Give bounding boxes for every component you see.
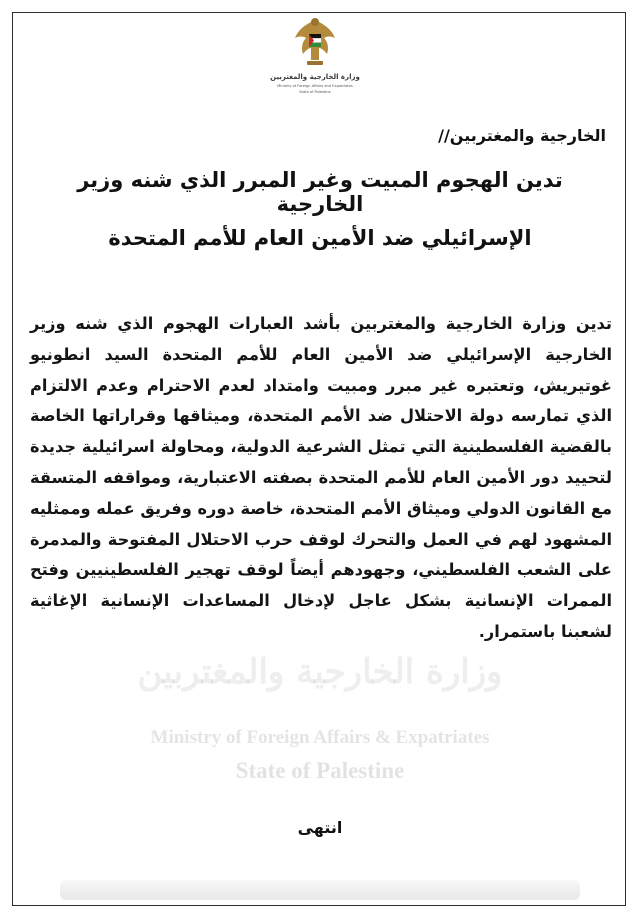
eagle-head (311, 18, 319, 26)
watermark-ministry-ar: وزارة الخارجية والمغتربين (137, 652, 503, 692)
statement-body: تدين وزارة الخارجية والمغتربين بأشد العبارات الهجوم الذي شنه وزير الخارجية الإسرائيلي ضد الأمين العام للأمم المتحدة السيد انطونيو غوتيريش، وتعتبره غير مبرر ومبيت وامتداد لعدم الاحترام وعدم الالتزام الذي تمارسه دولة الاحتلال ضد الأمم المتحدة، وميثاقها وقراراتها الخاصة بالقضية الفلسطينية التي تمثل الشرعية الدولية، ومحاولة اسرائيلية جديدة لتحييد دور الأمين العام للأمم المتحدة بصفته الاعتبارية، ومواقفه المتسقة مع القانون الدولي وميثاق الأمم المتحدة، خاصة دوره وفريق عمله وممثليه المشهود لهم في العمل والتحرك لوقف حرب الاحتلال المفتوحة والمدمرة على الشعب الفلسطيني، وجهودهم أيضاً لوقف تهجير الفلسطينيين وفتح الممرات الإنسانية بشكل عاجل لإدخال المساعدات الإنسانية الإغاثية لشعبنا باستمرار. (30, 314, 612, 641)
ministry-logo (270, 14, 360, 102)
closing-word: انتهى (297, 818, 343, 837)
flag-shield (309, 34, 321, 47)
section-label: الخارجية والمغتربين// (438, 126, 606, 145)
watermark-state-en: State of Palestine (235, 758, 405, 783)
ministry-name-ar: وزارة الخارجية والمغتربين (270, 73, 360, 81)
emblem-base (307, 61, 323, 65)
ministry-name-en: Ministry of Foreign Affairs and Expatriates (277, 84, 353, 88)
watermark-ministry-en: Ministry of Foreign Affairs & Expatriates (150, 727, 490, 748)
headline-line-2: الإسرائيلي ضد الأمين العام للأمم المتحدة (108, 226, 532, 250)
headline-line-1: تدين الهجوم المبيت وغير المبرر الذي شنه وزير الخارجية (77, 168, 563, 216)
eagle-emblem-icon (289, 14, 341, 72)
footer-band (60, 880, 580, 900)
state-name-en: State of Palestine (299, 90, 331, 94)
